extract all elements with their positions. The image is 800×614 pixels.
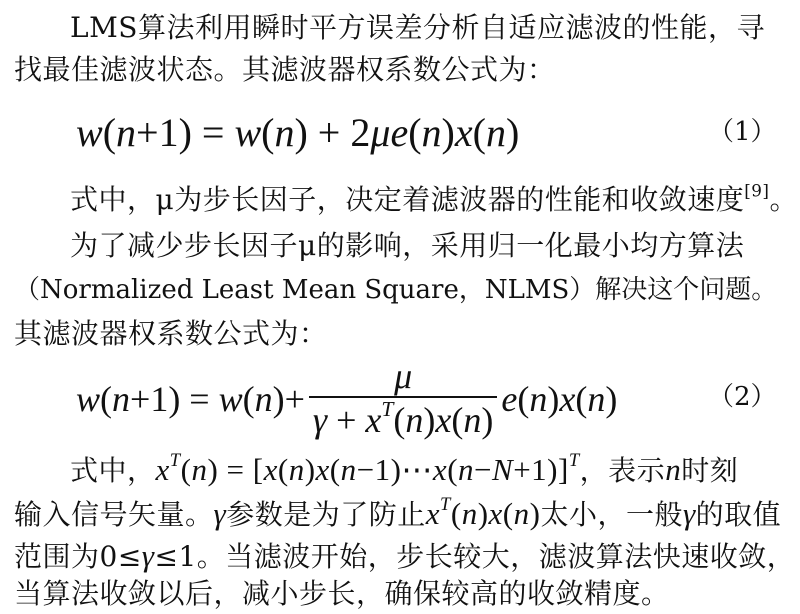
paragraph3-line2: （Normalized Least Mean Square，NLMS）解决这个问题。 bbox=[14, 275, 778, 305]
equation-2: w(n+1) = w(n)+ $\frac{\mu}{\gamma + x^T(n)x(n)}$ e(n)x(n) bbox=[76, 356, 618, 440]
paragraph4-line1 bbox=[70, 450, 738, 491]
p4-prefix: 式中， bbox=[70, 454, 156, 487]
p4l2-prefix: 输入信号矢量。 bbox=[14, 498, 214, 531]
p4l3-end: ≤1。当滤波开始，步长较大，滤波算法快速收敛， bbox=[154, 540, 796, 573]
citation-ref: [9] bbox=[744, 180, 770, 201]
paragraph1-line1: LMS算法利用瞬时平方误差分析自适应滤波的性能，寻 bbox=[70, 11, 765, 44]
paragraph4-line2 bbox=[14, 494, 781, 535]
equation-1-number: （1） bbox=[708, 117, 777, 147]
p4l2-gamma: γ bbox=[213, 496, 227, 531]
equation-1: w(n+1) = w(n) + 2μe(n)x(n) bbox=[76, 110, 520, 155]
paragraph3-line1: 为了减少步长因子μ的影响，采用归一化最小均方算法 bbox=[70, 229, 745, 262]
p4-end: 时刻 bbox=[681, 454, 739, 487]
p4l3-gamma: γ bbox=[141, 538, 155, 573]
p4l2-mid: 参数是为了防止 bbox=[226, 498, 426, 531]
p4l2-mid2: 太小，一般 bbox=[540, 498, 683, 531]
paragraph4-line3 bbox=[14, 536, 795, 577]
p4-var-n: n bbox=[665, 452, 682, 487]
input-vector-math: $x^T(n)$ = [x(n)x(n−1)⋯x(n−N+1)]$^T$ bbox=[155, 450, 580, 487]
equation-2-fraction: $\frac{\mu}{\gamma + x^T(n)x(n)}$ bbox=[309, 356, 497, 442]
paragraph2-end: 。 bbox=[769, 183, 798, 216]
paragraph2-text: 式中，μ为步长因子，决定着滤波器的性能和收敛速度 bbox=[70, 183, 745, 216]
p4l2-end: 的取值 bbox=[695, 498, 782, 531]
paragraph4-line4: 当算法收敛以后，减小步长，确保较高的收敛精度。 bbox=[14, 577, 670, 610]
equation-2-number: （2） bbox=[708, 382, 777, 412]
p4l2-gamma2: γ bbox=[682, 496, 696, 531]
p4-suffix: ，表示 bbox=[579, 454, 666, 487]
paragraph3-line3: 其滤波器权系数公式为： bbox=[14, 317, 328, 350]
p4l2-math: $x^T(n)x(n)$ bbox=[425, 494, 541, 531]
paragraph2 bbox=[70, 180, 798, 220]
p4l3-prefix: 范围为0≤ bbox=[14, 540, 142, 573]
paragraph1-line2: 找最佳滤波状态。其滤波器权系数公式为： bbox=[14, 53, 556, 86]
